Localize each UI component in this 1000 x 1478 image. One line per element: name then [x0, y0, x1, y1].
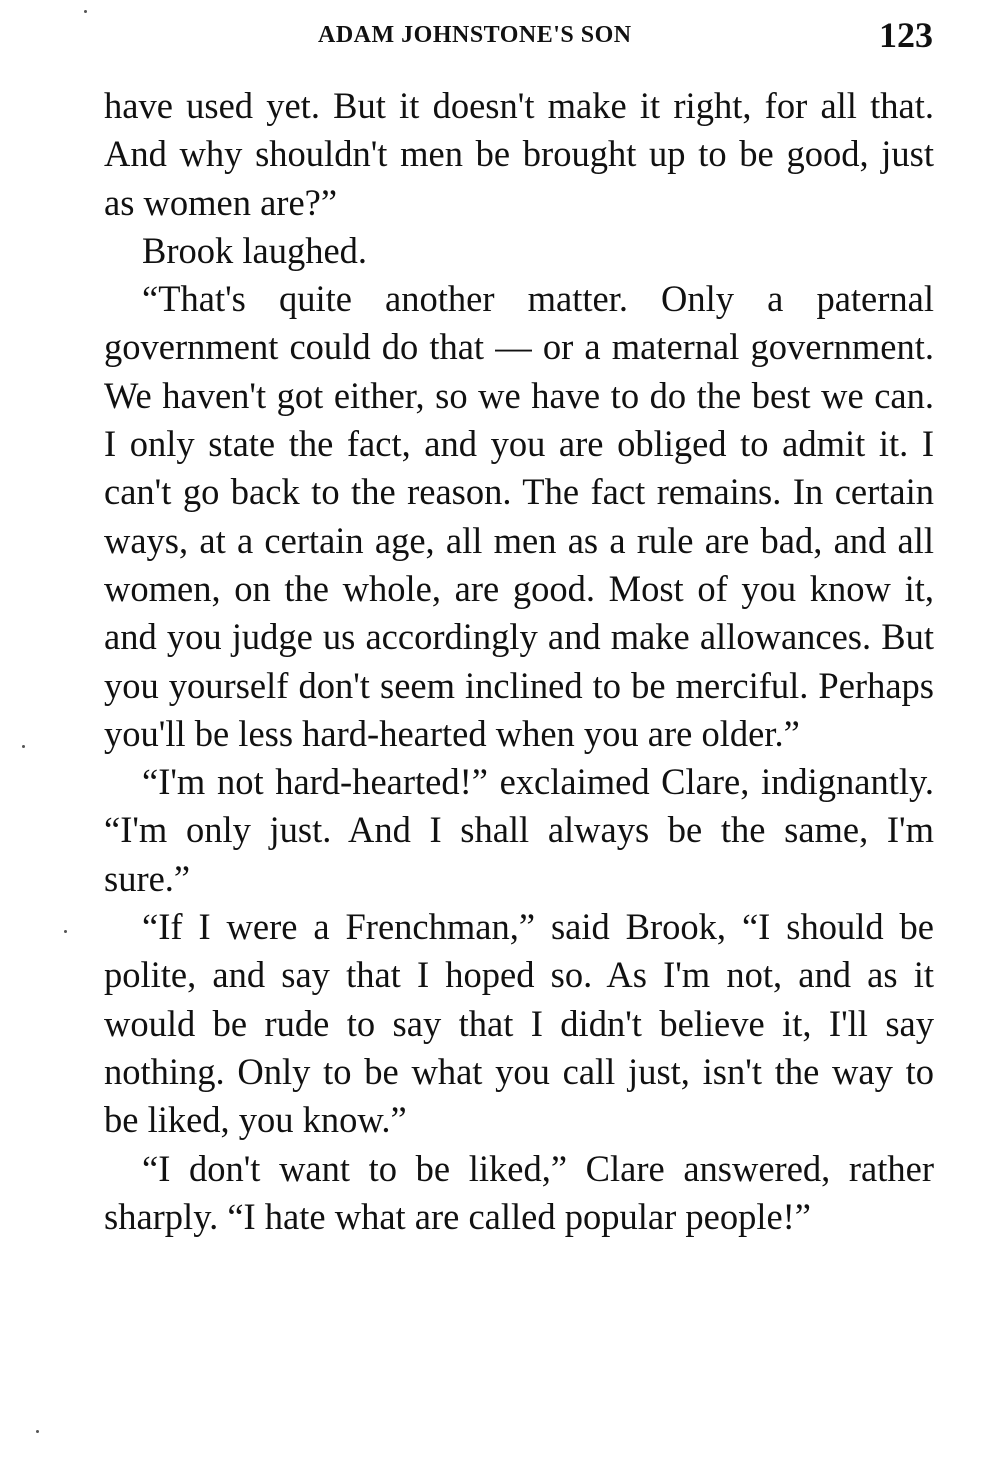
paragraph-continued: have used yet. But it doesn't make it right, for all that. And why shouldn't men be brought up to be good, just as women are?” [104, 85, 934, 223]
paper-speck [84, 10, 87, 13]
page-number: 123 [879, 15, 933, 55]
paragraph: Brook laughed. [142, 229, 368, 271]
paragraph: “If I were a Frenchman,” said Brook, “I should be polite, and say that I hoped so. As I'm not, and as it would be rude to say that I didn't believe it, I'll say nothing. Only to be what you call just, isn't the way to be liked, you know.” [104, 906, 934, 1141]
body-text [104, 82, 934, 1241]
paper-speck [64, 930, 67, 933]
running-title: ADAM JOHNSTONE'S SON [318, 22, 632, 48]
paragraph: “I don't want to be liked,” Clare answered, rather sharply. “I hate what are called popular people!” [104, 1147, 934, 1237]
paper-speck [36, 1430, 39, 1433]
running-header [100, 14, 935, 54]
paragraph: “I'm not hard-hearted!” exclaimed Clare, indignantly. “I'm only just. And I shall always be the same, I'm sure.” [104, 761, 934, 899]
paragraph: “That's quite another matter. Only a paternal government could do that — or a maternal government. We haven't got either, so we have to do the best we can. I only state the fact, and you are obliged to admit it. I can't go back to the reason. The fact remains. In certain ways, at a certain age, all men as a rule are bad, and all women, on the whole, are good. Most of you know it, and you judge us accordingly and make allowances. But you yourself don't seem inclined to be merciful. Perhaps you'll be less hard-hearted when you are older.” [104, 278, 934, 754]
paper-speck [22, 745, 25, 748]
